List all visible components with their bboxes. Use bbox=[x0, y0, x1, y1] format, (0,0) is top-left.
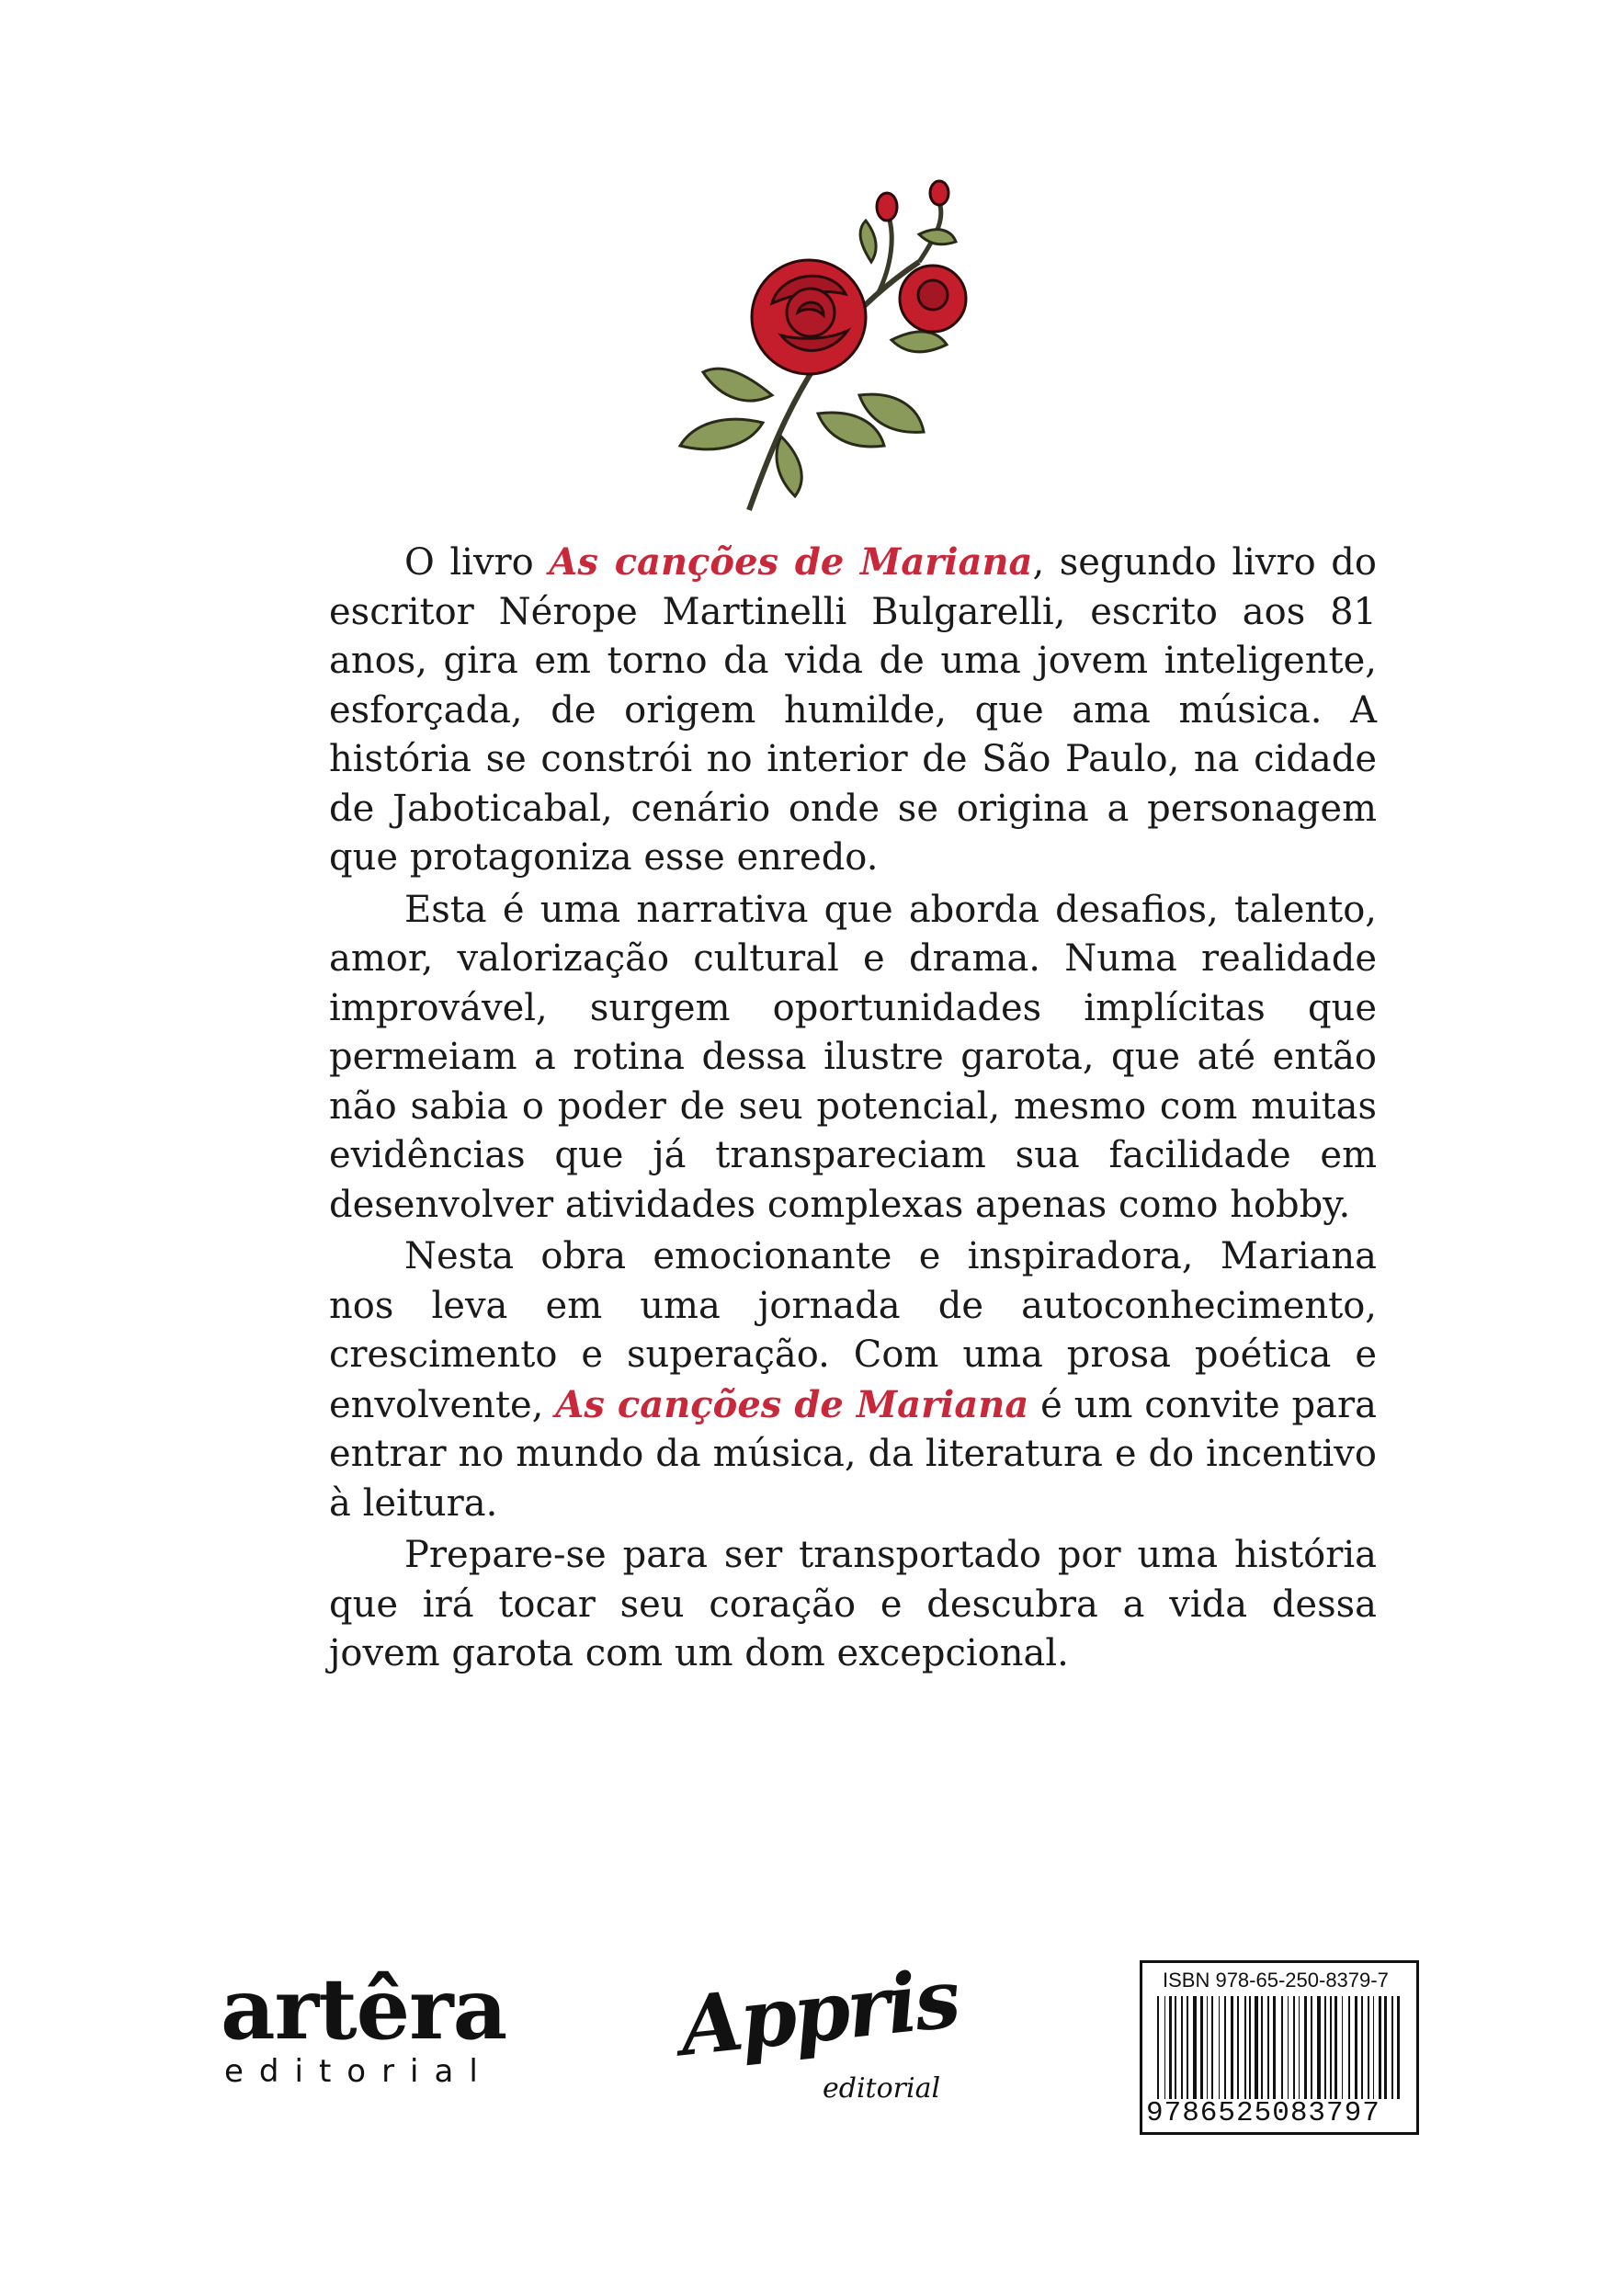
barcode-bar bbox=[1224, 1996, 1226, 2099]
blurb-paragraph-1: O livro As canções de Mariana, segundo livro do escritor Nérope Martinelli Bulgarelli, escrito aos 81 anos, gira em torno da vida de uma jovem inteligente, esforçada, de origem humilde, que ama música. A história se constrói no interior de São Paulo, na cidade de Jaboticabal, cenário onde se origina a personagem que protagoniza esse enredo. bbox=[329, 540, 1377, 879]
book-title-highlight: As canções de Mariana bbox=[555, 1382, 1029, 1426]
barcode-bar bbox=[1342, 1996, 1343, 2099]
barcode-bar bbox=[1304, 1996, 1307, 2099]
barcode-bar bbox=[1334, 1996, 1337, 2099]
barcode-bar bbox=[1355, 1996, 1357, 2099]
blurb-paragraph-2: Esta é uma narrativa que aborda desafios, talento, amor, valorização cultural e drama. Numa realidade improvável, surgem oportunidades implícitas que permeiam a rotina dessa ilustre garota, que até então não sabia o poder de seu potencial, mesmo com muitas evidências que já transpareciam sua facilidade em desenvolver atividades complexas apenas como hobby. bbox=[329, 888, 1377, 1226]
rose-bud-icon bbox=[877, 181, 948, 221]
barcode-bar bbox=[1317, 1996, 1321, 2099]
barcode-bar bbox=[1299, 1996, 1300, 2099]
barcode-bar bbox=[1397, 1996, 1400, 2099]
blurb-paragraph-3: Nesta obra emocionante e inspiradora, Mariana nos leva em uma jornada de autoconhecimento, crescimento e superação. Com uma prosa poética e envolvente, As canções de Mariana é um convite para entrar no mundo da música, da literatura e do incentivo à leitura. bbox=[329, 1235, 1377, 1525]
barcode-bar bbox=[1373, 1996, 1374, 2099]
barcode-bar bbox=[1293, 1996, 1295, 2099]
barcode-bar bbox=[1181, 1996, 1183, 2099]
appris-logo bbox=[675, 1949, 997, 2123]
barcode-bar bbox=[1255, 1996, 1258, 2099]
barcode-bar bbox=[1244, 1996, 1246, 2099]
rose-bloom-small bbox=[900, 266, 966, 332]
barcode-bar bbox=[1187, 1996, 1188, 2099]
artera-logo-sub: editorial bbox=[224, 2053, 494, 2090]
barcode-bar bbox=[1200, 1996, 1203, 2099]
barcode-bar bbox=[1348, 1996, 1350, 2099]
appris-logo-sub: editorial bbox=[823, 2072, 941, 2105]
barcode-bar bbox=[1379, 1996, 1381, 2099]
barcode-bar bbox=[1324, 1996, 1326, 2099]
barcode-bar bbox=[1169, 1996, 1172, 2099]
barcode-bar bbox=[1261, 1996, 1263, 2099]
barcode-bars bbox=[1157, 1996, 1405, 2099]
barcode-bar bbox=[1219, 1996, 1220, 2099]
book-title-highlight: As canções de Mariana bbox=[549, 540, 1033, 584]
barcode-bar bbox=[1311, 1996, 1312, 2099]
barcode-bar bbox=[1330, 1996, 1332, 2099]
isbn-barcode bbox=[1140, 1960, 1419, 2135]
barcode-bar bbox=[1288, 1996, 1289, 2099]
barcode-bar bbox=[1211, 1996, 1213, 2099]
barcode-bar bbox=[1391, 1996, 1393, 2099]
barcode-bar bbox=[1193, 1996, 1197, 2099]
blurb-paragraph-4: Prepare-se para ser transportado por uma história que irá tocar seu coração e descubra a vida dessa jovem garota com um dom excepcional. bbox=[329, 1534, 1377, 1674]
barcode-bar bbox=[1231, 1996, 1233, 2099]
appris-logo-name: Appris bbox=[675, 1949, 962, 2074]
artera-logo-name: artêra bbox=[221, 1959, 507, 2059]
barcode-bar bbox=[1249, 1996, 1251, 2099]
barcode-bar bbox=[1175, 1996, 1176, 2099]
barcode-bar bbox=[1207, 1996, 1208, 2099]
barcode-bar bbox=[1157, 1996, 1159, 2099]
barcode-bar bbox=[1281, 1996, 1283, 2099]
artera-logo bbox=[221, 1959, 551, 2105]
barcode-bar bbox=[1273, 1996, 1276, 2099]
barcode-digits: 9786525083797 bbox=[1146, 2097, 1380, 2129]
rose-bloom bbox=[752, 260, 866, 374]
barcode-bar bbox=[1267, 1996, 1269, 2099]
barcode-bar bbox=[1164, 1996, 1165, 2099]
barcode-bar bbox=[1237, 1996, 1239, 2099]
barcode-bar bbox=[1361, 1996, 1363, 2099]
back-cover-blurb bbox=[329, 538, 1377, 1682]
rose-illustration bbox=[643, 179, 1029, 519]
barcode-bar bbox=[1384, 1996, 1387, 2099]
isbn-label: ISBN 978-65-250-8379-7 bbox=[1163, 1969, 1389, 1992]
barcode-bar bbox=[1368, 1996, 1369, 2099]
